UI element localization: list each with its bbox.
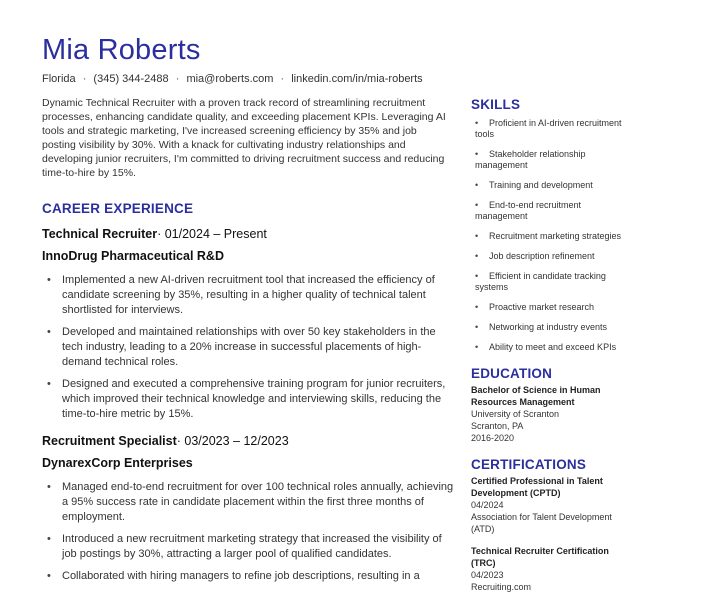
job-bullet: • Introduced a new recruitment marketing strategy that increased the visibility of job postings by 30%, attracting a larger pool of qualified candidates.: [42, 532, 454, 562]
contact-line: [42, 73, 423, 85]
contact-email[interactable]: mia@roberts.com: [186, 73, 274, 85]
experience-heading: CAREER EXPERIENCE: [42, 201, 194, 216]
certification-entry: [471, 545, 631, 593]
contact-separator: ·: [82, 73, 87, 85]
certification-entry: [471, 475, 631, 535]
skill-item: • Training and development: [471, 180, 631, 191]
job-dates: · 01/2024 – Present: [157, 227, 267, 241]
contact-linkedin[interactable]: linkedin.com/in/mia-roberts: [291, 73, 423, 85]
contact-separator: ·: [175, 73, 180, 85]
skill-item: • Job description refinement: [471, 251, 631, 262]
job-company: InnoDrug Pharmaceutical R&D: [42, 249, 224, 263]
skill-item: • Networking at industry events: [471, 322, 631, 333]
education-years: 2016-2020: [471, 433, 515, 443]
education-degree: Bachelor of Science in Human Resources Management: [471, 385, 601, 407]
certification-name: Certified Professional in Talent Development (CPTD): [471, 476, 603, 498]
certification-date: 04/2024: [471, 500, 504, 510]
job-bullet: • Managed end-to-end recruitment for over 100 technical roles annually, achieving a 95% success rate in candidate placement within the first three months of employment.: [42, 480, 454, 525]
skill-item: • Ability to meet and exceed KPIs: [471, 342, 631, 353]
job-entry: [42, 227, 454, 422]
skill-item: • Proficient in AI-driven recruitment tools: [471, 118, 631, 140]
sidebar: [471, 97, 631, 603]
job-bullet: • Designed and executed a comprehensive training program for junior recruiters, which improved their technical knowledge and interviewing skills, reducing the time-to-hire metric by 15%.: [42, 377, 454, 422]
skills-list: [471, 118, 631, 353]
job-bullet: • Collaborated with hiring managers to refine job descriptions, resulting in a: [42, 569, 454, 584]
certification-date: 04/2023: [471, 570, 504, 580]
certifications-section: [471, 457, 631, 593]
job-bullets: [42, 480, 454, 584]
experience-section: [42, 201, 454, 596]
skill-item: • End-to-end recruitment management: [471, 200, 631, 222]
contact-location: Florida: [42, 73, 76, 85]
job-bullet: • Developed and maintained relationships with over 50 key stakeholders in the tech industry, leading to a 20% increase in successful placements of high-demand technical roles.: [42, 325, 454, 370]
job-role: Technical Recruiter: [42, 227, 158, 241]
education-section: [471, 366, 631, 444]
profile-summary: Dynamic Technical Recruiter with a proven track record of streamlining recruitment processes, enhancing candidate quality, and exceeding placement KPIs. Leveraging AI tools and strategic marketing, I've increased screening efficiency by 35% and job posting visibility by 30%. With a knack for cultivating industry relationships and developing junior recruiters, I'm committed to driving recruitment success and reducing time-to-hire by 15%.: [42, 97, 446, 179]
candidate-name: Mia Roberts: [42, 34, 201, 66]
certification-issuer: Recruiting.com: [471, 582, 532, 592]
job-title-line: [42, 227, 454, 241]
job-bullets: [42, 273, 454, 422]
education-heading: EDUCATION: [471, 366, 553, 381]
contact-phone: (345) 344-2488: [93, 73, 169, 85]
certification-name: Technical Recruiter Certification (TRC): [471, 546, 609, 568]
job-bullet: • Implemented a new AI-driven recruitment tool that increased the efficiency of candidate screening by 35%, resulting in a higher quality of technical talent shortlisted for interviews.: [42, 273, 454, 318]
skill-item: • Recruitment marketing strategies: [471, 231, 631, 242]
contact-separator: ·: [280, 73, 285, 85]
skill-item: • Proactive market research: [471, 302, 631, 313]
job-company: DynarexCorp Enterprises: [42, 456, 193, 470]
education-location: Scranton, PA: [471, 421, 524, 431]
skill-item: • Stakeholder relationship management: [471, 149, 631, 171]
skills-heading: SKILLS: [471, 97, 521, 112]
job-role: Recruitment Specialist: [42, 434, 177, 448]
certification-issuer: Association for Talent Development (ATD): [471, 512, 612, 534]
certifications-heading: CERTIFICATIONS: [471, 457, 587, 472]
education-school: University of Scranton: [471, 409, 560, 419]
job-dates: · 03/2023 – 12/2023: [176, 434, 289, 448]
job-entry: [42, 434, 454, 584]
job-title-line: [42, 434, 454, 448]
skill-item: • Efficient in candidate tracking systems: [471, 271, 631, 293]
